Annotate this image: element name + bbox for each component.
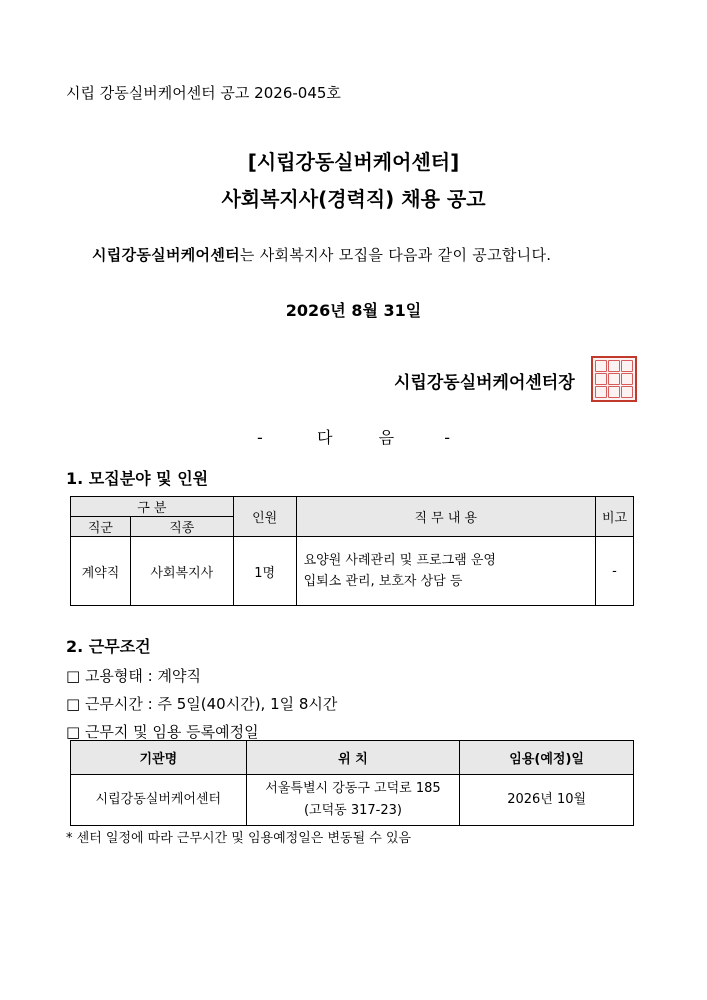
header-org-name: 기관명 [71,741,247,775]
section-heading-conditions: 2. 근무조건 [66,637,151,656]
title-line-1: [시립강동실버케어센터] [247,150,460,174]
duty-line-1: 요양원 사례관리 및 프로그램 운영 [303,553,496,568]
intro-org-name: 시립강동실버케어센터 [92,246,240,264]
conditions-list [66,662,337,746]
cell-job-group: 계약직 [71,537,131,606]
header-count: 인원 [233,497,296,537]
cell-note: - [596,537,634,606]
list-item: □ 근무시간 : 주 5일(40시간), 1일 8시간 [66,695,338,713]
workplace-table [70,740,634,826]
header-job-type: 직종 [130,517,233,537]
duty-line-2: 입퇴소 관리, 보호자 상담 등 [303,574,463,589]
location-line-1: 서울특별시 강동구 고덕로 185 [265,781,441,796]
recruitment-table [70,496,634,606]
section-heading-recruitment: 1. 모집분야 및 인원 [66,469,209,488]
org-signature: 시립강동실버케어센터장 [394,373,575,393]
cell-org-name: 시립강동실버케어센터 [71,775,247,826]
header-job-group: 직군 [71,517,131,537]
header-category: 구 분 [71,497,234,517]
notice-number: 시립 강동실버케어센터 공고 2026-045호 [66,84,341,102]
section-divider [0,425,707,448]
divider-dash-right: - [444,428,451,447]
header-start-date: 임용(예정)일 [460,741,634,775]
table-row [71,775,634,826]
cell-start-date: 2026년 10월 [460,775,634,826]
cell-count: 1명 [233,537,296,606]
official-seal [591,356,637,402]
header-duty: 직 무 내 용 [296,497,595,537]
header-note: 비고 [596,497,634,537]
location-line-2: (고덕동 317-23) [303,803,402,818]
cell-duty [296,537,595,606]
list-item: □ 근무지 및 임용 등록예정일 [66,723,259,741]
list-item: □ 고용형태 : 계약직 [66,667,201,685]
intro-text: 는 사회복지사 모집을 다음과 같이 공고합니다. [239,246,552,264]
divider-text-2: 음 [378,428,395,447]
table-row [71,537,634,606]
divider-text-1: 다 [316,428,333,447]
header-location: 위 치 [246,741,460,775]
intro-paragraph [92,244,551,265]
cell-job-type: 사회복지사 [130,537,233,606]
title-line-2: 사회복지사(경력직) 채용 공고 [221,187,486,211]
cell-location [246,775,460,826]
footnote: * 센터 일정에 따라 근무시간 및 임용예정일은 변동될 수 있음 [66,831,412,846]
divider-dash-left: - [256,428,263,447]
notice-date: 2026년 8월 31일 [285,301,422,320]
